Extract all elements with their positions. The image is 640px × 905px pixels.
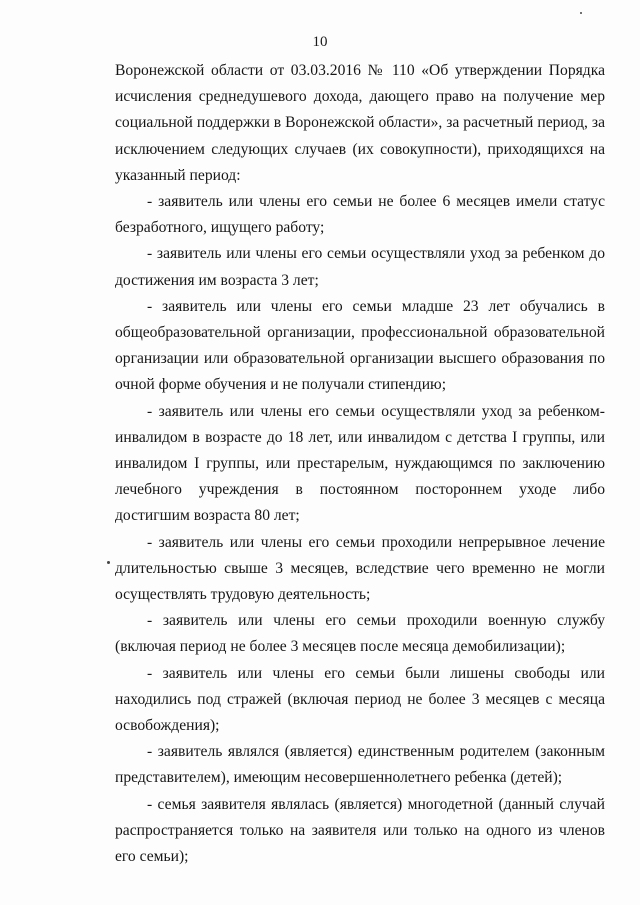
list-item: - заявитель или члены его семьи не более 6 месяцев имели статус безработного, ищущего работу; [115, 193, 605, 237]
document-body [115, 58, 605, 870]
list-item: - заявитель или члены его семьи были лишены свободы или находились под стражей (включая период не более 3 месяцев с месяца освобождения); [115, 664, 605, 735]
scan-speck [107, 561, 110, 564]
list-item: - заявитель или члены его семьи проходили непрерывное лечение длительностью свыше 3 месяцев, вследствие чего временно не могли осуществлять трудовую деятельность; [115, 533, 605, 604]
list-item: - заявитель или члены его семьи осуществляли уход за ребенком-инвалидом в возрасте до 18 лет, или инвалидом с детства I группы, или инвалидом I группы, или престарелым, нуждающимся по заключению лечебного учреждения в постоянном постороннем уходе либо достигшим возраста 80 лет; [115, 402, 605, 525]
page-number: 10 [312, 34, 328, 50]
list-item: - заявитель или члены его семьи проходили военную службу (включая период не более 3 месяцев после месяца демобилизации); [115, 612, 605, 656]
list-item: - семья заявителя являлась (является) многодетной (данный случай распространяется только на заявителя или только на одного из членов его семьи); [115, 795, 605, 866]
intro-paragraph: Воронежской области от 03.03.2016 № 110 «Об утверждении Порядка исчисления среднедушевого дохода, дающего право на получение мер социальной поддержки в Воронежской области», за расчетный период, за исключением следующих случаев (их совокупности), приходящихся на указанный период: [115, 62, 605, 184]
list-item: - заявитель или члены его семьи младше 23 лет обучались в общеобразовательной организации, профессиональной образовательной организации или образовательной организации высшего образования по очной форме обучения и не получали стипендию; [115, 297, 605, 394]
list-item: - заявитель или члены его семьи осуществляли уход за ребенком до достижения им возраста 3 лет; [115, 245, 605, 289]
scan-speck [580, 12, 582, 14]
list-item: - заявитель являлся (является) единственным родителем (законным представителем), имеющим несовершеннолетнего ребенка (детей); [115, 743, 605, 787]
